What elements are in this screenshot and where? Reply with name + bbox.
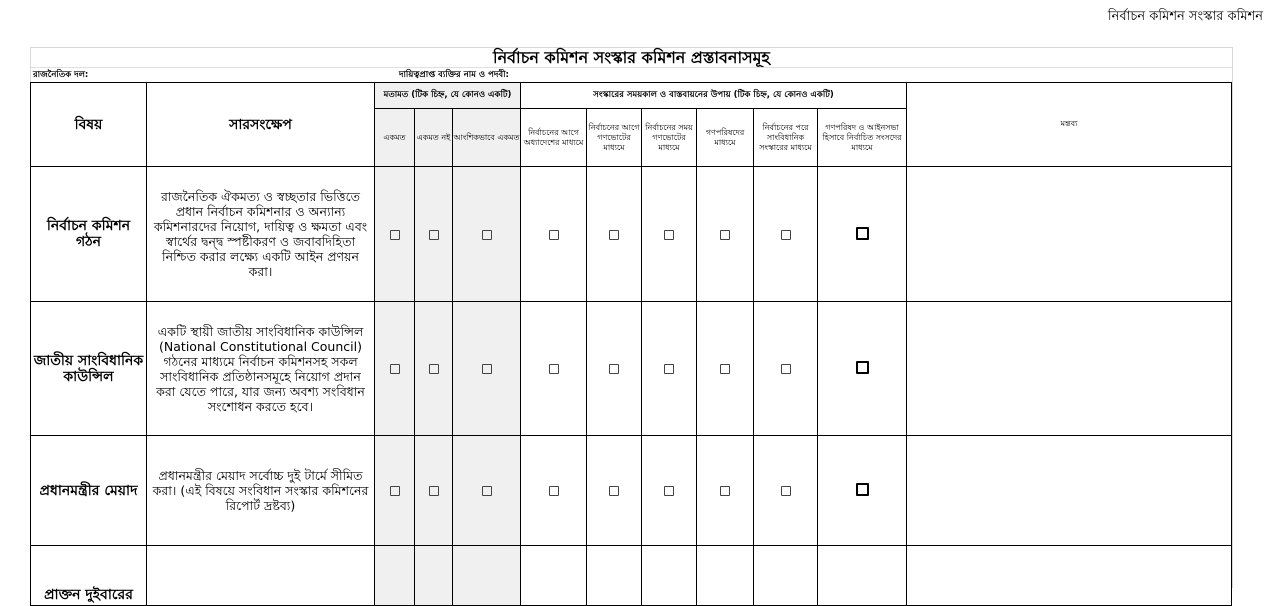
timing-referendum-during-checkbox[interactable] — [664, 486, 674, 496]
row-topic: প্রাক্তন দুইবারের — [31, 546, 147, 606]
timing-ordinance-checkbox[interactable] — [549, 486, 559, 496]
column-group-opinion: মতামত (টিক চিহ্ন, যে কোনও একটি) — [375, 83, 521, 109]
column-header-partially-agree: আংশিকভাবে একমত — [453, 109, 521, 167]
timing-elected-parliament-checkbox[interactable] — [856, 361, 869, 374]
comment-cell[interactable] — [907, 436, 1232, 546]
column-header-agree: একমত — [375, 109, 415, 167]
table-row — [31, 436, 1232, 546]
column-group-timing: সংস্কারের সময়কাল ও বাস্তবায়নের উপায় (টিক চিহ্ন, যে কোনও একটি) — [521, 83, 907, 109]
agree-checkbox[interactable] — [390, 364, 400, 374]
proposals-table — [30, 82, 1232, 606]
timing-constituent-assembly-checkbox[interactable] — [720, 230, 730, 240]
timing-referendum-before-checkbox[interactable] — [609, 364, 619, 374]
timing-constitutional-reform-checkbox[interactable] — [781, 364, 791, 374]
timing-ordinance-checkbox[interactable] — [549, 364, 559, 374]
row-summary: প্রধানমন্ত্রীর মেয়াদ সর্বোচ্চ দুই টার্মে সীমিত করা। (এই বিষয়ে সংবিধান সংস্কার কমিশনের রিপোর্ট দ্রষ্টব্য) — [147, 436, 375, 546]
divider — [31, 67, 1232, 68]
column-header-comment: মন্তব্য — [907, 83, 1232, 167]
timing-constituent-assembly-checkbox[interactable] — [720, 364, 730, 374]
timing-constitutional-reform-checkbox[interactable] — [781, 486, 791, 496]
partially-agree-checkbox[interactable] — [482, 364, 492, 374]
column-header-summary: সারসংক্ষেপ — [147, 83, 375, 167]
document-title: নির্বাচন কমিশন সংস্কার কমিশন প্রস্তাবনাসমূহ — [493, 48, 770, 67]
timing-referendum-before-checkbox[interactable] — [609, 230, 619, 240]
agree-checkbox[interactable] — [390, 230, 400, 240]
column-header-timing-constitutional-reform: নির্বাচনের পরে সাংবিধানিক সংস্কারের মাধ্যমে — [754, 109, 818, 167]
row-summary: রাজনৈতিক ঐকমত্য ও স্বচ্ছতার ভিত্তিতে প্রধান নির্বাচন কমিশনার ও অন্যান্য কমিশনারদের নিয়োগ, দায়িত্ব ও ক্ষমতা এবং স্বার্থের দ্বন্দ্ব স্পষ্টীকরণ ও জবাবদিহিতা নিশ্চিত করার লক্ষ্যে একটি আইন প্রণয়ন করা। — [147, 167, 375, 302]
partially-agree-checkbox[interactable] — [482, 230, 492, 240]
comment-cell[interactable] — [907, 546, 1232, 606]
timing-referendum-during-checkbox[interactable] — [664, 364, 674, 374]
timing-constitutional-reform-checkbox[interactable] — [781, 230, 791, 240]
column-header-timing-referendum-before: নির্বাচনের আগে গণভোটের মাধ্যমে — [587, 109, 642, 167]
column-header-timing-elected-parliament: গণপরিষদ ও আইনসভা হিসাবে নির্বাচিত সংসদের মাধ্যমে — [818, 109, 907, 167]
row-topic: নির্বাচন কমিশন গঠন — [31, 167, 147, 302]
column-header-timing-constituent-assembly: গণপরিষদের মাধ্যমে — [697, 109, 754, 167]
timing-referendum-during-checkbox[interactable] — [664, 230, 674, 240]
header-title: নির্বাচন কমিশন সংস্কার কমিশন — [1107, 9, 1263, 24]
timing-elected-parliament-checkbox[interactable] — [856, 483, 869, 496]
disagree-checkbox[interactable] — [429, 486, 439, 496]
disagree-checkbox[interactable] — [429, 364, 439, 374]
timing-referendum-before-checkbox[interactable] — [609, 486, 619, 496]
row-summary: একটি স্থায়ী জাতীয় সাংবিধানিক কাউন্সিল (National Constitutional Council) গঠনের মাধ্যমে নির্বাচন কমিশনসহ সকল সাংবিধানিক প্রতিষ্ঠানসমূহে নিয়োগ প্রদান করা যেতে পারে, যার জন্য অবশ্য সংবিধান সংশোধন করতে হবে। — [147, 302, 375, 436]
comment-cell[interactable] — [907, 167, 1232, 302]
timing-elected-parliament-checkbox[interactable] — [856, 227, 869, 240]
disagree-checkbox[interactable] — [429, 230, 439, 240]
timing-constituent-assembly-checkbox[interactable] — [720, 486, 730, 496]
column-header-topic: বিষয় — [31, 83, 147, 167]
comment-cell[interactable] — [907, 302, 1232, 436]
party-label: রাজনৈতিক দল: — [33, 70, 89, 80]
timing-ordinance-checkbox[interactable] — [549, 230, 559, 240]
row-topic: প্রধানমন্ত্রীর মেয়াদ — [31, 436, 147, 546]
row-topic: জাতীয় সাংবিধানিক কাউন্সিল — [31, 302, 147, 436]
partially-agree-checkbox[interactable] — [482, 486, 492, 496]
table-row — [31, 546, 1232, 606]
table-row — [31, 302, 1232, 436]
column-header-disagree: একমত নই — [415, 109, 453, 167]
agree-checkbox[interactable] — [390, 486, 400, 496]
responsible-person-label: দায়িত্বপ্রাপ্ত ব্যক্তির নাম ও পদবী: — [399, 70, 509, 80]
table-row — [31, 167, 1232, 302]
column-header-timing-referendum-during: নির্বাচনের সময় গণভোটের মাধ্যমে — [642, 109, 697, 167]
column-header-timing-ordinance: নির্বাচনের আগে অধ্যাদেশের মাধ্যমে — [521, 109, 587, 167]
row-summary — [147, 546, 375, 606]
